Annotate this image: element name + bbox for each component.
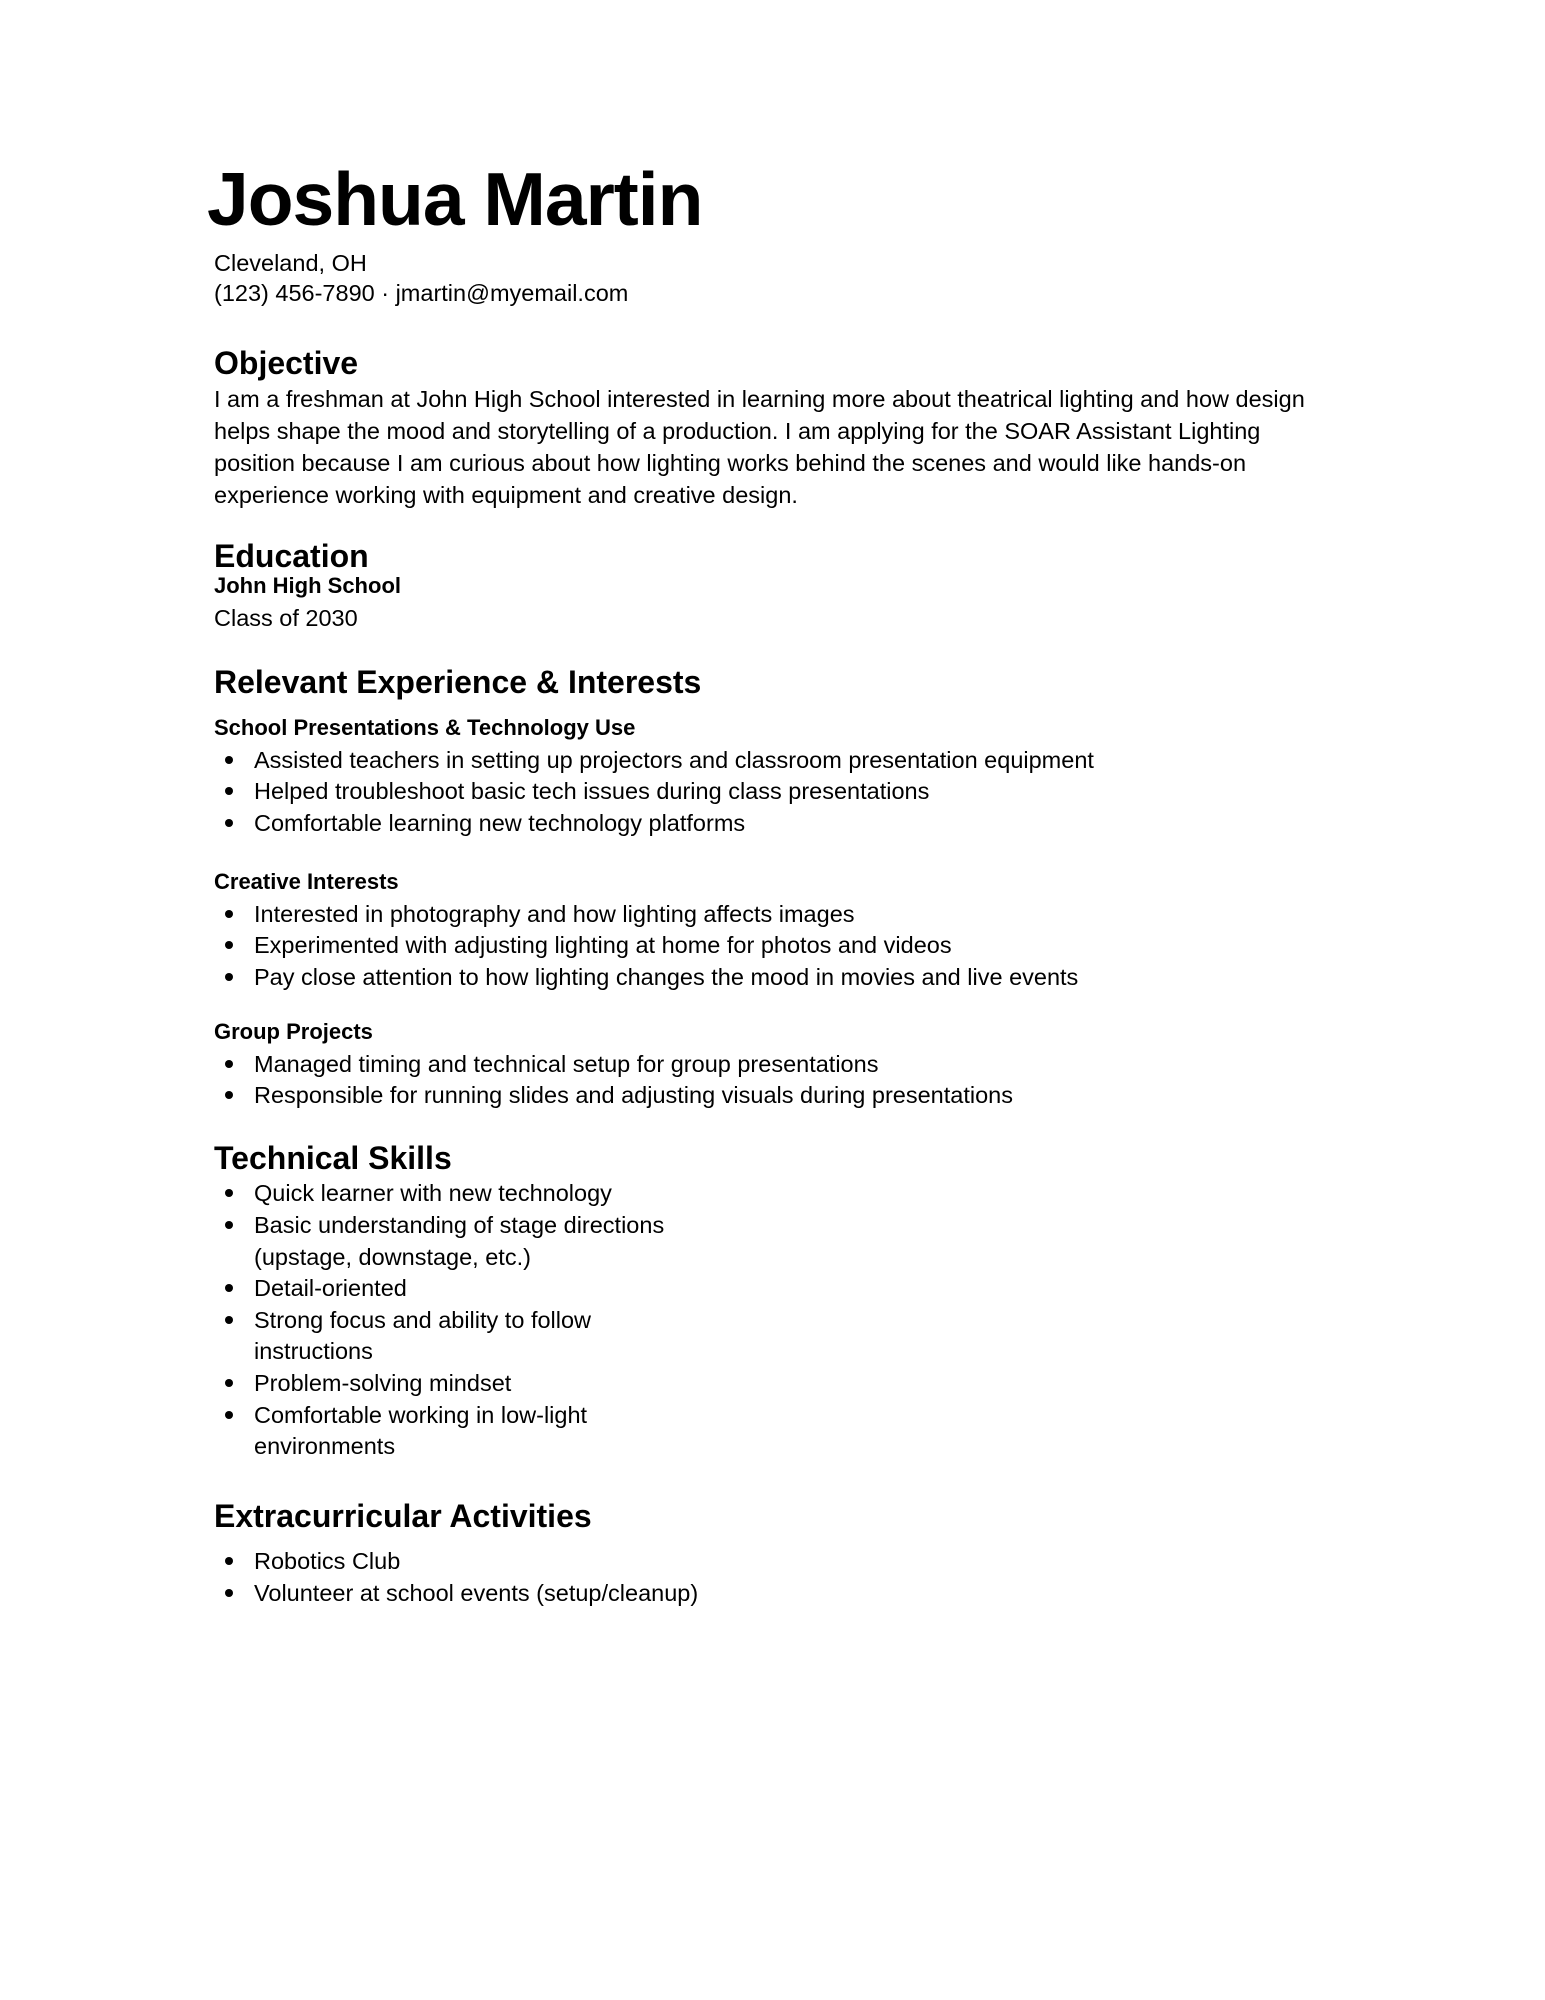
bullet-icon <box>225 1411 233 1419</box>
bullet-icon <box>225 941 233 949</box>
list-item <box>214 1546 1334 1578</box>
bullet-list <box>214 745 1334 840</box>
list-item <box>214 1273 694 1305</box>
group-title: Creative Interests <box>214 869 399 894</box>
section-heading: Technical Skills <box>214 1140 452 1176</box>
contact-block <box>214 248 628 308</box>
list-item <box>214 1210 694 1273</box>
experience-group <box>214 714 1334 839</box>
location: Cleveland, OH <box>214 250 367 276</box>
section-heading: Objective <box>214 345 359 381</box>
bullet-list <box>214 1546 1334 1609</box>
experience-group <box>214 1018 1334 1112</box>
item-text: Pay close attention to how lighting changes the mood in movies and live events <box>254 963 1079 990</box>
list-item <box>214 776 1334 808</box>
list-item <box>214 1368 694 1400</box>
bullet-icon <box>225 1284 233 1292</box>
bullet-icon <box>225 1221 233 1229</box>
bullet-icon <box>225 1379 233 1387</box>
bullet-icon <box>225 819 233 827</box>
experience-section <box>214 663 1334 701</box>
bullet-icon <box>225 910 233 918</box>
school-name: John High School <box>214 573 401 599</box>
list-item <box>214 745 1334 777</box>
item-text: Detail-oriented <box>254 1275 407 1302</box>
section-heading: Relevant Experience & Interests <box>214 664 702 700</box>
item-text: Volunteer at school events (setup/cleanup) <box>254 1579 699 1606</box>
phone-email: (123) 456-7890 · jmartin@myemail.com <box>214 280 629 306</box>
bullet-icon <box>225 1589 233 1597</box>
item-text: Assisted teachers in setting up projectors and classroom presentation equipment <box>254 746 1094 773</box>
experience-group <box>214 868 1334 993</box>
item-text: Comfortable learning new technology platforms <box>254 809 746 836</box>
bullet-icon <box>225 1060 233 1068</box>
item-text: Strong focus and ability to follow instructions <box>254 1306 592 1365</box>
bullet-icon <box>225 973 233 981</box>
group-title: School Presentations & Technology Use <box>214 715 636 740</box>
objective-text: I am a freshman at John High School interested in learning more about theatrical lighting and how design helps shape the mood and storytelling of a production. I am applying for the SOAR Assistant Lighting position because I am curious about how lighting works behind the scenes and would like hands-on experience working with equipment and creative design. <box>214 386 1305 508</box>
item-text: Responsible for running slides and adjusting visuals during presentations <box>254 1082 1013 1109</box>
list-item <box>214 899 1334 931</box>
bullet-icon <box>225 756 233 764</box>
activities-section <box>214 1497 1334 1610</box>
list-item <box>214 1305 694 1368</box>
bullet-icon <box>225 1091 233 1099</box>
bullet-list <box>214 1178 1334 1462</box>
bullet-list <box>214 1049 1334 1112</box>
list-item <box>214 1400 694 1463</box>
bullet-icon <box>225 787 233 795</box>
graduation-class: Class of 2030 <box>214 604 358 631</box>
list-item <box>214 808 1334 840</box>
candidate-name: Joshua Martin <box>207 157 703 241</box>
item-text: Helped troubleshoot basic tech issues during class presentations <box>254 778 930 805</box>
bullet-list <box>214 899 1334 994</box>
item-text: Basic understanding of stage directions (upstage, downstage, etc.) <box>254 1211 665 1270</box>
list-item <box>214 1049 1334 1081</box>
item-text: Managed timing and technical setup for group presentations <box>254 1050 879 1077</box>
bullet-icon <box>225 1557 233 1565</box>
section-heading: Extracurricular Activities <box>214 1498 592 1534</box>
education-section <box>214 537 1334 635</box>
objective-section <box>214 344 1334 512</box>
list-item <box>214 1578 1334 1610</box>
section-heading: Education <box>214 538 369 574</box>
item-text: Interested in photography and how lighting affects images <box>254 900 855 927</box>
bullet-icon <box>225 1316 233 1324</box>
list-item <box>214 1080 1334 1112</box>
item-text: Robotics Club <box>254 1548 401 1575</box>
item-text: Quick learner with new technology <box>254 1180 612 1207</box>
list-item <box>214 962 1334 994</box>
bullet-icon <box>225 1189 233 1197</box>
item-text: Comfortable working in low-light environments <box>254 1401 588 1460</box>
item-text: Problem-solving mindset <box>254 1369 512 1396</box>
list-item <box>214 1178 694 1210</box>
list-item <box>214 930 1334 962</box>
group-title: Group Projects <box>214 1019 373 1044</box>
skills-section <box>214 1139 1334 1463</box>
item-text: Experimented with adjusting lighting at home for photos and videos <box>254 932 952 959</box>
